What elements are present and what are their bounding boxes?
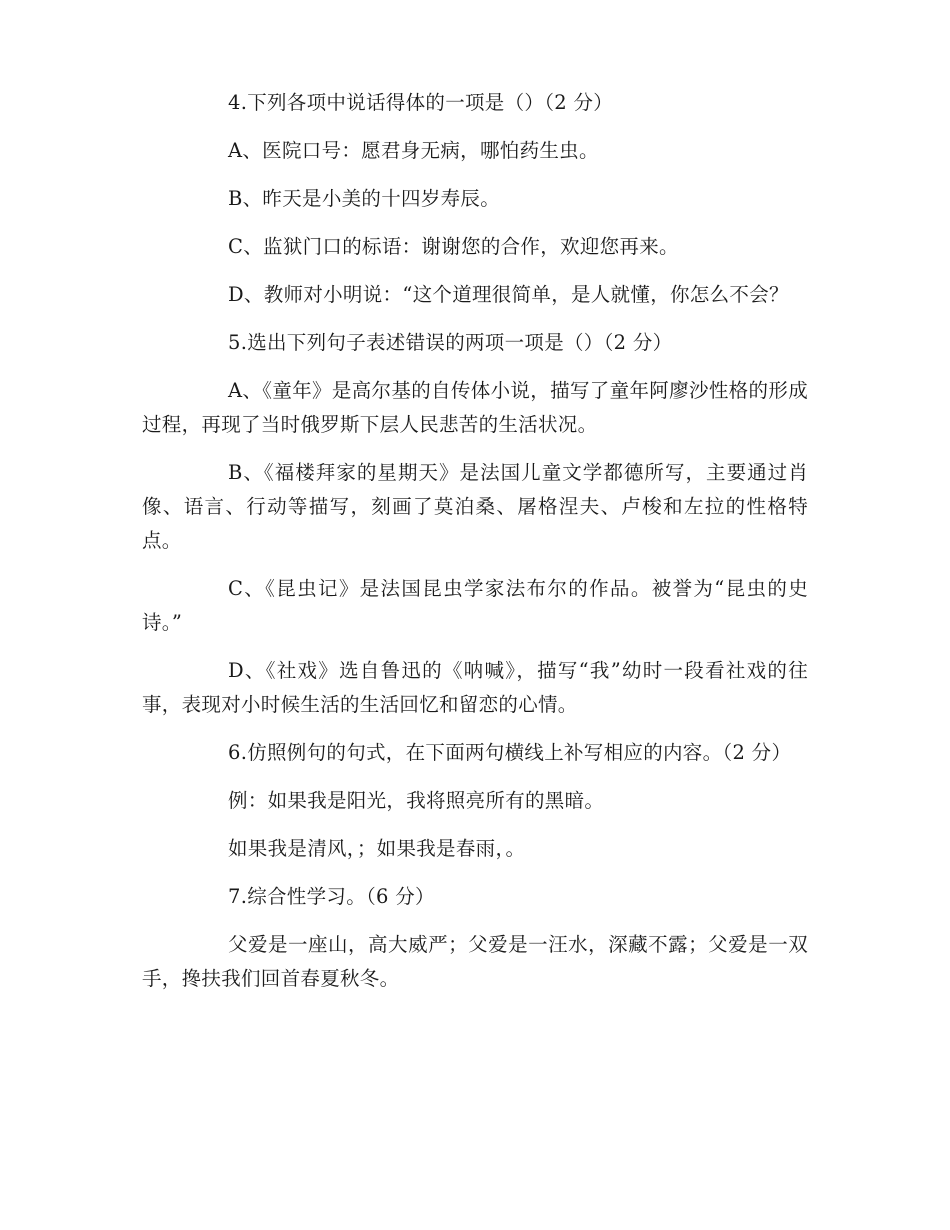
document-body <box>142 86 808 1010</box>
question-5-option-d: D、《社戏》选自鲁迅的《呐喊》，描写“我”幼时一段看社戏的往事，表现对小时候生活的生活回忆和留恋的心情。 <box>142 659 808 716</box>
question-4-option-c: C、监狱门口的标语：谢谢您的合作，欢迎您再来。 <box>228 235 679 258</box>
question-7-prompt: 7.综合性学习。（6 分） <box>228 885 435 908</box>
question-5-option-b: B、《福楼拜家的星期天》是法国儿童文学都德所写，主要通过肖像、语言、行动等描写，刻画了莫泊桑、屠格涅夫、卢梭和左拉的性格特点。 <box>142 461 808 552</box>
question-4-prompt: 4.下列各项中说话得体的一项是（）（2 分） <box>228 91 614 114</box>
question-5-option-a: A、《童年》是高尔基的自传体小说，描写了童年阿廖沙性格的形成过程，再现了当时俄罗斯下层人民悲苦的生活状况。 <box>142 379 808 436</box>
question-4-option-b: B、昨天是小美的十四岁寿辰。 <box>228 187 501 210</box>
question-6-fill-in: 如果我是清风，；如果我是春雨，。 <box>228 837 526 860</box>
question-6-example: 例：如果我是阳光，我将照亮所有的黑暗。 <box>228 789 605 812</box>
question-5-prompt: 5.选出下列句子表述错误的两项一项是（）（2 分） <box>228 331 673 354</box>
question-7-passage: 父爱是一座山，高大威严；父爱是一汪水，深藏不露；父爱是一双手，搀扶我们回首春夏秋冬。 <box>142 933 808 990</box>
question-6-prompt: 6.仿照例句的句式，在下面两句横线上补写相应的内容。（2 分） <box>228 741 792 764</box>
question-4-option-a: A、医院口号：愿君身无病，哪怕药生虫。 <box>228 139 599 162</box>
question-5-option-c: C、《昆虫记》是法国昆虫学家法布尔的作品。被誉为“昆虫的史诗。” <box>142 577 808 634</box>
question-4-option-d: D、教师对小明说：“这个道理很简单，是人就懂，你怎么不会？ <box>228 283 789 306</box>
